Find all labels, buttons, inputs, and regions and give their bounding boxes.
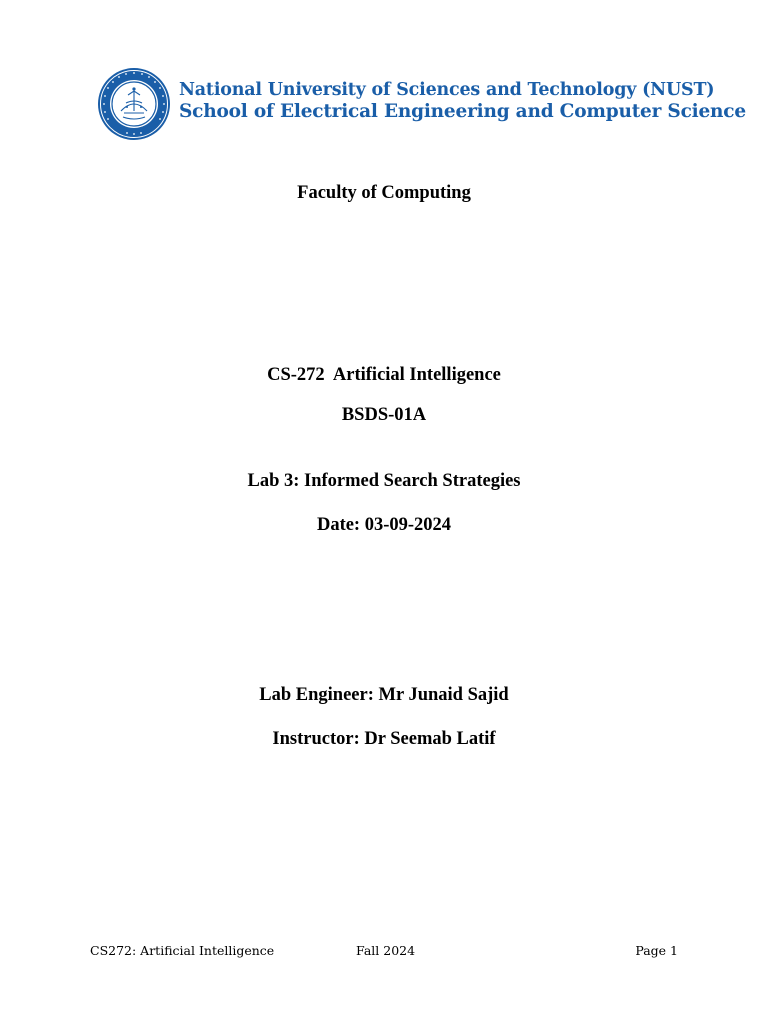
page-footer bbox=[0, 943, 768, 961]
section-code: BSDS-01A bbox=[341, 405, 427, 425]
lab-date: Date: 03-09-2024 bbox=[316, 515, 452, 535]
course-title: CS-272 Artificial Intelligence bbox=[267, 365, 501, 385]
footer-term: Fall 2024 bbox=[356, 943, 416, 958]
school-name: School of Electrical Engineering and Computer Science bbox=[179, 101, 746, 122]
letterhead-text bbox=[179, 79, 746, 123]
lab-title: Lab 3: Informed Search Strategies bbox=[247, 471, 521, 491]
footer-course: CS272: Artificial Intelligence bbox=[90, 943, 275, 958]
footer-page-number: Page 1 bbox=[635, 943, 678, 958]
nust-seal-icon bbox=[97, 67, 171, 141]
university-name: National University of Sciences and Technology (NUST) bbox=[179, 80, 715, 100]
faculty-name: Faculty of Computing bbox=[297, 183, 471, 203]
instructor: Instructor: Dr Seemab Latif bbox=[272, 729, 496, 749]
letterhead bbox=[97, 67, 746, 143]
lab-engineer: Lab Engineer: Mr Junaid Sajid bbox=[259, 685, 509, 705]
